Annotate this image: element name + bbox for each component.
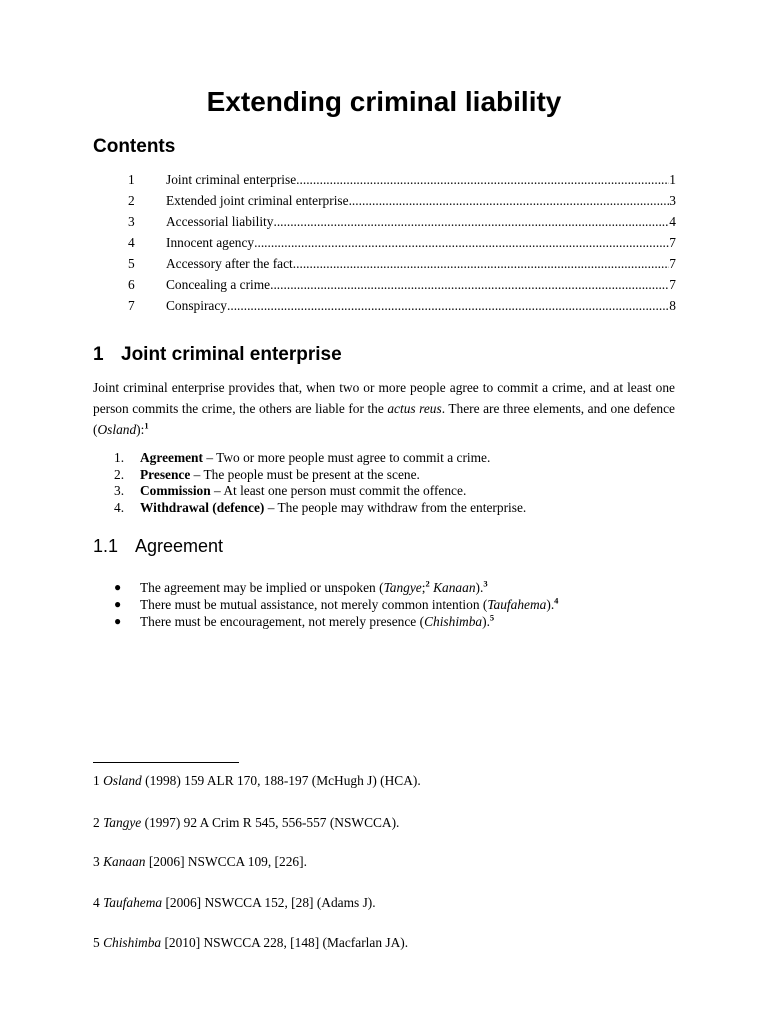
toc-entry-page: 4 [669,214,676,229]
toc-entry-page: 7 [669,235,676,250]
toc-entry-innocent-agency[interactable] [128,235,676,256]
toc-dot-leader [254,235,669,251]
toc-entry-number: 4 [128,235,135,250]
section-heading-joint-criminal-enterprise [93,344,342,366]
footnote [93,854,307,870]
bullet-text: ). [482,614,490,629]
table-of-contents [128,172,676,319]
case-name: Chishimba [103,935,162,950]
list-item [114,596,674,613]
element-description: – At least one person must commit the offence. [210,483,467,498]
toc-entry-conspiracy[interactable] [128,298,676,319]
toc-entry-page: 8 [669,298,676,313]
footnote [93,773,421,789]
list-item [114,483,674,500]
bullet-text: ). [546,597,555,612]
bullet-text: There must be encouragement, not merely presence ( [140,614,425,629]
case-name: Taufahema [487,597,547,612]
element-term: Withdrawal (defence) [140,499,265,515]
list-item-number: 4. [114,499,125,515]
list-item-number: 1. [114,450,125,465]
bullet-text: ; [421,580,426,595]
footnote [93,935,408,951]
toc-entry-accessorial-liability[interactable] [128,214,676,235]
footnote-number: 2 [93,815,100,830]
toc-entry-title: Accessory after the fact [166,256,293,271]
footnote-number: 3 [93,854,100,869]
toc-entry-title: Extended joint criminal enterprise [166,193,349,208]
section-paragraph [93,377,675,440]
footnote-number: 1 [93,773,100,788]
toc-entry-number: 5 [128,256,135,271]
toc-entry-number: 6 [128,277,135,292]
case-name: Taufahema [103,895,163,910]
toc-dot-leader [227,298,669,314]
toc-entry-joint-criminal-enterprise[interactable] [128,172,676,193]
subsection-heading-agreement [93,536,223,557]
bullet-text: ). [475,580,484,595]
list-item [114,450,674,467]
footnote-ref[interactable]: 5 [489,612,495,623]
element-description: – Two or more people must agree to commit a crime. [202,450,491,465]
footnote-ref[interactable]: 2 [425,578,430,589]
toc-dot-leader [273,214,669,230]
section-number: 1 [93,344,104,365]
toc-entry-page: 7 [669,277,676,292]
element-description: – The people must be present at the scene. [190,466,420,482]
toc-entry-concealing-a-crime[interactable] [128,277,676,298]
bullet-text: There must be mutual assistance, not merely common intention ( [140,597,488,612]
case-name: Tangye [103,815,142,830]
bullet-icon: ● [114,580,122,594]
footnote-ref[interactable]: 3 [483,578,488,589]
toc-dot-leader [349,193,670,209]
toc-entry-title: Concealing a crime [166,277,271,292]
footnote [93,895,376,911]
toc-entry-number: 7 [128,298,135,313]
bullet-icon: ● [114,614,122,628]
elements-list [114,450,674,516]
element-term: Presence [140,466,191,482]
toc-entry-page: 7 [669,256,676,271]
document-title: Extending criminal liability [206,86,562,117]
toc-entry-title: Joint criminal enterprise [166,172,297,187]
toc-entry-title: Accessorial liability [166,214,274,229]
footnote-ref[interactable]: 1 [144,420,149,431]
toc-entry-number: 2 [128,193,135,208]
toc-dot-leader [270,277,669,293]
agreement-bullet-list [114,579,674,630]
footnote-citation: [2006] NSWCCA 152, [28] (Adams J). [162,895,376,910]
case-name: Osland [97,422,137,437]
subsection-number: 1.1 [93,536,119,556]
bullet-text: The agreement may be implied or unspoken ( [140,580,384,595]
element-description: – The people may withdraw from the enterprise. [264,499,527,515]
footnote-number: 5 [93,935,100,950]
case-name: Osland [103,773,142,788]
footnote-separator [93,762,239,763]
footnote-citation: (1997) 92 A Crim R 545, 556-557 (NSWCCA). [141,815,400,830]
list-item [114,500,674,517]
list-item [114,579,674,596]
footnote-ref[interactable]: 4 [554,595,559,606]
footnote-number: 4 [93,895,100,910]
toc-entry-number: 3 [128,214,135,229]
case-name: Tangye [383,580,422,595]
contents-heading: Contents [93,136,176,157]
paragraph-text: . There are three elements, and one defence ( [93,401,675,437]
footnote-citation: (1998) 159 ALR 170, 188-197 (McHugh J) (HCA). [141,773,421,788]
toc-entry-accessory-after-the-fact[interactable] [128,256,676,277]
toc-dot-leader [296,172,669,188]
list-item [114,467,674,484]
toc-entry-extended-joint-criminal-enterprise[interactable] [128,193,676,214]
list-item-number: 3. [114,483,125,498]
section-title: Joint criminal enterprise [121,344,342,365]
footnote [93,815,399,831]
toc-entry-number: 1 [128,172,135,187]
list-item-number: 2. [114,466,125,482]
toc-dot-leader [293,256,670,272]
case-name: Kanaan [433,580,476,595]
list-item [114,613,674,630]
toc-entry-title: Conspiracy [166,298,227,313]
toc-entry-title: Innocent agency [166,235,255,250]
toc-entry-page: 3 [669,193,676,208]
element-term: Commission [140,483,211,498]
footnote-citation: [2006] NSWCCA 109, [226]. [145,854,307,869]
latin-term: actus reus [387,401,442,416]
subsection-title: Agreement [135,536,224,556]
footnote-citation: [2010] NSWCCA 228, [148] (Macfarlan JA). [161,935,409,950]
case-name: Kanaan [103,854,146,869]
toc-entry-page: 1 [669,172,676,187]
case-name: Chishimba [424,614,483,629]
paragraph-text: ): [136,422,145,437]
paragraph-text: Joint criminal enterprise provides that, when two or more people agree to commit a crime, and at least one person commits the crime, the others are liable for the [93,380,675,416]
bullet-icon: ● [114,597,122,611]
element-term: Agreement [140,450,203,465]
